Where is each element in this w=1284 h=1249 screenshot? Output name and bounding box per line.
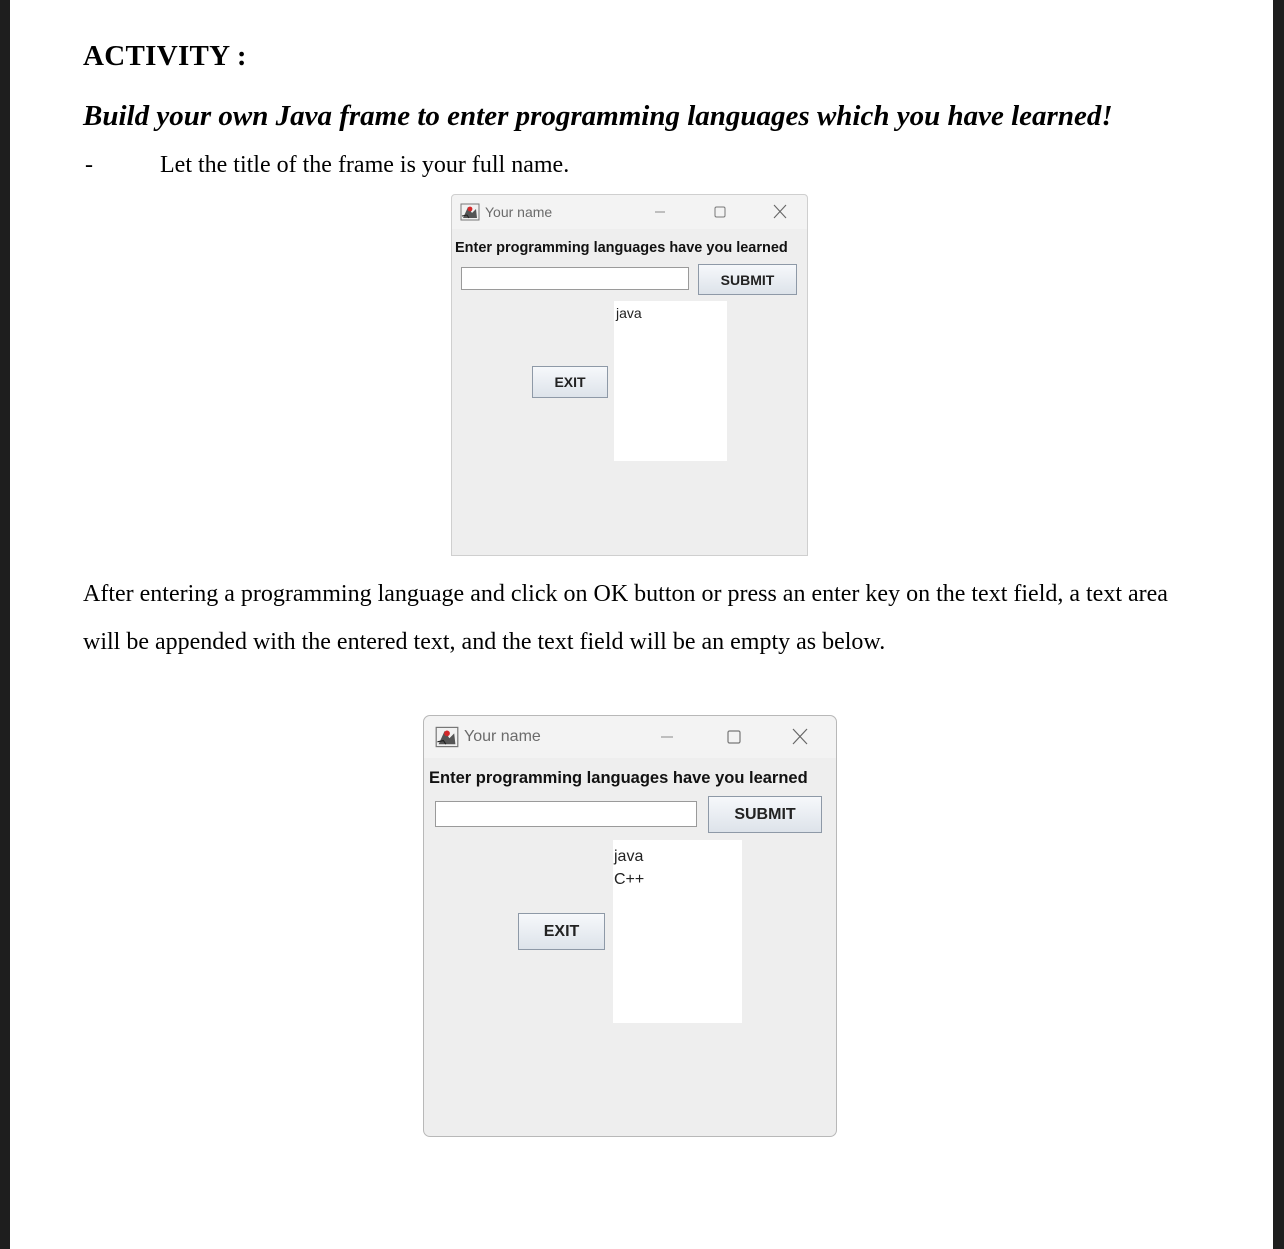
java-frame-screenshot-1 bbox=[451, 194, 808, 556]
language-input[interactable] bbox=[461, 267, 689, 290]
close-icon[interactable] bbox=[787, 727, 813, 747]
bullet-marker: - bbox=[85, 152, 93, 178]
textarea-line: java bbox=[616, 305, 642, 321]
window-title: Your name bbox=[464, 728, 541, 745]
document-page bbox=[10, 0, 1273, 1249]
close-icon[interactable] bbox=[768, 203, 792, 221]
java-duke-icon bbox=[435, 726, 459, 748]
window-titlebar bbox=[452, 195, 807, 229]
activity-heading: ACTIVITY : bbox=[83, 40, 247, 72]
prompt-label: Enter programming languages have you learned bbox=[429, 769, 808, 787]
maximize-icon[interactable] bbox=[721, 727, 747, 747]
java-frame-screenshot-2 bbox=[423, 715, 837, 1137]
languages-textarea[interactable] bbox=[613, 840, 742, 1023]
language-input[interactable] bbox=[435, 801, 697, 827]
exit-button[interactable]: EXIT bbox=[518, 913, 605, 950]
window-title: Your name bbox=[485, 204, 553, 220]
explanation-paragraph: After entering a programming language and click on OK button or press an enter key on the text field, a text area will be appended with the entered text, and the text field will be an empty as below. bbox=[83, 581, 1168, 655]
textarea-line: C++ bbox=[614, 871, 645, 888]
minimize-icon[interactable] bbox=[654, 727, 680, 747]
submit-button[interactable]: SUBMIT bbox=[698, 264, 797, 295]
bullet-text: Let the title of the frame is your full name. bbox=[160, 152, 570, 178]
maximize-icon[interactable] bbox=[708, 203, 732, 221]
prompt-label: Enter programming languages have you learned bbox=[455, 240, 788, 256]
minimize-icon[interactable] bbox=[648, 203, 672, 221]
java-duke-icon bbox=[460, 203, 480, 221]
textarea-line: java bbox=[614, 848, 644, 865]
languages-textarea[interactable] bbox=[614, 301, 727, 461]
exit-button[interactable]: EXIT bbox=[532, 366, 608, 398]
window-titlebar bbox=[424, 716, 836, 758]
activity-instruction: Build your own Java frame to enter programming languages which you have learned! bbox=[83, 100, 1113, 132]
submit-button[interactable]: SUBMIT bbox=[708, 796, 822, 833]
